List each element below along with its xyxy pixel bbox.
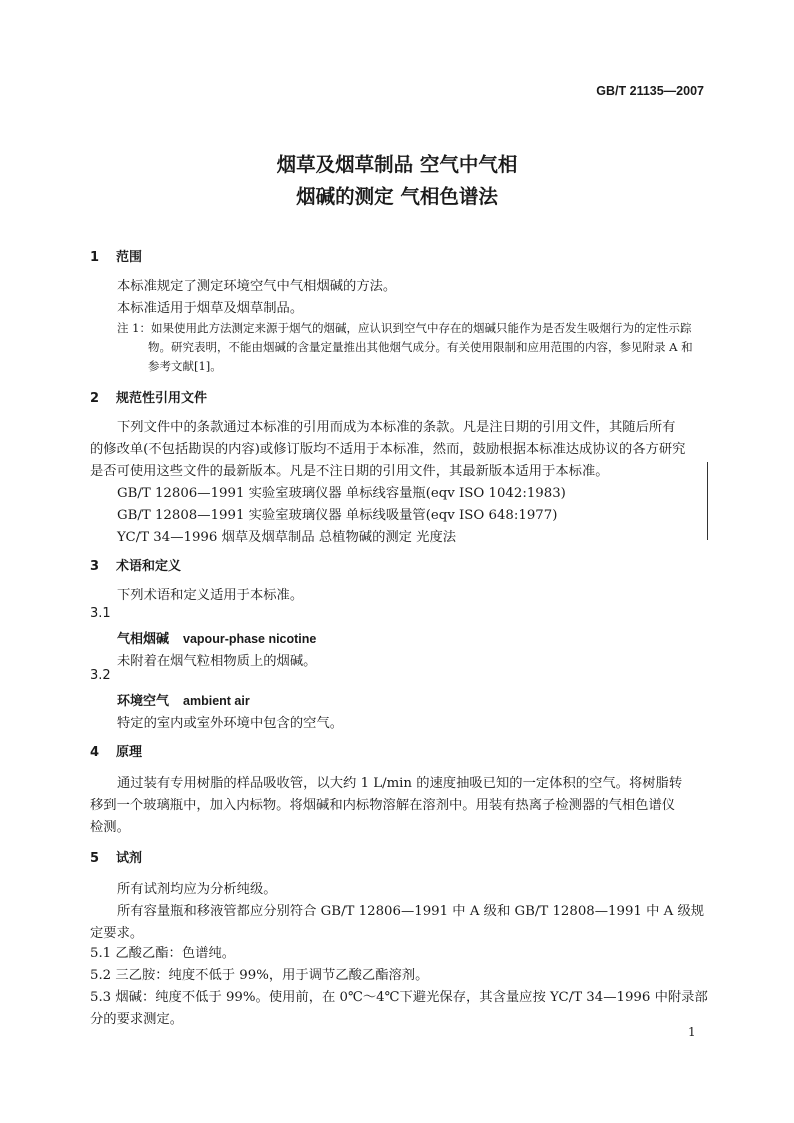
note-line: 物。研究表明，不能由烟碱的含量定量推出其他烟气成分。有关使用限制和应用范围的内容，参见附录 A 和 — [148, 340, 693, 354]
term-chinese: 环境空气 — [117, 694, 170, 709]
section-5-heading — [90, 847, 142, 866]
section-4-heading — [90, 741, 142, 760]
term-definition: 特定的室内或室外环境中包含的空气。 — [117, 716, 344, 731]
paragraph-line: 下列文件中的条款通过本标准的引用而成为本标准的条款。凡是注日期的引用文件，其随后所有 — [117, 420, 676, 435]
term-english: ambient air — [183, 694, 250, 708]
term-heading — [117, 628, 316, 647]
paragraph-line: 的修改单(不包括勘误的内容)或修订版均不适用于本标准，然而，鼓励根据本标准达成协议的各方研究 — [90, 442, 686, 457]
reagent-item: 5.2 三乙胺：纯度不低于 99%，用于调节乙酸乙酯溶剂。 — [90, 968, 429, 983]
title-line-1: 烟草及烟草制品 空气中气相 — [276, 153, 518, 176]
section-number: 3 — [90, 559, 100, 574]
term-english: vapour-phase nicotine — [183, 632, 317, 646]
section-title: 试剂 — [116, 851, 143, 866]
page-number: 1 — [688, 1025, 696, 1039]
paragraph: 本标准规定了测定环境空气中气相烟碱的方法。 — [117, 279, 397, 294]
paragraph-line: 定要求。 — [90, 926, 144, 941]
paragraph-line: 移到一个玻璃瓶中，加入内标物。将烟碱和内标物溶解在溶剂中。用装有热离子检测器的气相色谱仪 — [90, 798, 676, 813]
section-title: 范围 — [116, 250, 143, 265]
term-number: 3.2 — [90, 668, 111, 683]
section-number: 2 — [90, 391, 100, 406]
reagent-item: 5.3 烟碱：纯度不低于 99%。使用前，在 0℃～4℃下避光保存，其含量应按 YC/T 34—1996 中附录部 — [90, 990, 708, 1005]
reference-item: GB/T 12806—1991 实验室玻璃仪器 单标线容量瓶(eqv ISO 1042:1983) — [117, 486, 566, 501]
term-heading — [117, 690, 250, 709]
section-title: 原理 — [116, 745, 143, 760]
section-number: 1 — [90, 250, 100, 265]
paragraph-line: 所有容量瓶和移液管都应分别符合 GB/T 12806—1991 中 A 级和 GB/T 12808—1991 中 A 级规 — [117, 904, 705, 919]
revision-bar — [707, 462, 708, 540]
section-1-heading — [90, 246, 142, 265]
section-number: 5 — [90, 851, 100, 866]
note-line: 参考文献[1]。 — [148, 359, 222, 373]
reference-item: GB/T 12808—1991 实验室玻璃仪器 单标线吸量管(eqv ISO 648:1977) — [117, 508, 558, 523]
paragraph-line: 是否可使用这些文件的最新版本。凡是不注日期的引用文件，其最新版本适用于本标准。 — [90, 464, 609, 479]
paragraph: 所有试剂均应为分析纯级。 — [117, 882, 277, 897]
term-definition: 未附着在烟气粒相物质上的烟碱。 — [117, 654, 317, 669]
title-line-2: 烟碱的测定 气相色谱法 — [296, 185, 498, 208]
section-number: 4 — [90, 745, 100, 760]
section-3-heading — [90, 555, 181, 574]
note-line: 注 1：如果使用此方法测定来源于烟气的烟碱，应认识到空气中存在的烟碱只能作为是否发生吸烟行为的定性示踪 — [117, 321, 692, 335]
section-2-heading — [90, 387, 207, 406]
standard-code: GB/T 21135—2007 — [596, 84, 704, 98]
reagent-item: 5.1 乙酸乙酯：色谱纯。 — [90, 946, 236, 961]
paragraph: 下列术语和定义适用于本标准。 — [117, 588, 304, 603]
reagent-item-continued: 分的要求测定。 — [90, 1012, 184, 1027]
paragraph-line: 检测。 — [90, 820, 130, 835]
paragraph-line: 通过装有专用树脂的样品吸收管，以大约 1 L/min 的速度抽吸已知的一定体积的空气。将树脂转 — [117, 776, 683, 791]
reference-item: YC/T 34—1996 烟草及烟草制品 总植物碱的测定 光度法 — [117, 530, 457, 545]
section-title: 术语和定义 — [116, 559, 182, 574]
term-chinese: 气相烟碱 — [117, 632, 170, 647]
section-title: 规范性引用文件 — [116, 391, 208, 406]
paragraph: 本标准适用于烟草及烟草制品。 — [117, 301, 304, 316]
term-number: 3.1 — [90, 606, 111, 621]
